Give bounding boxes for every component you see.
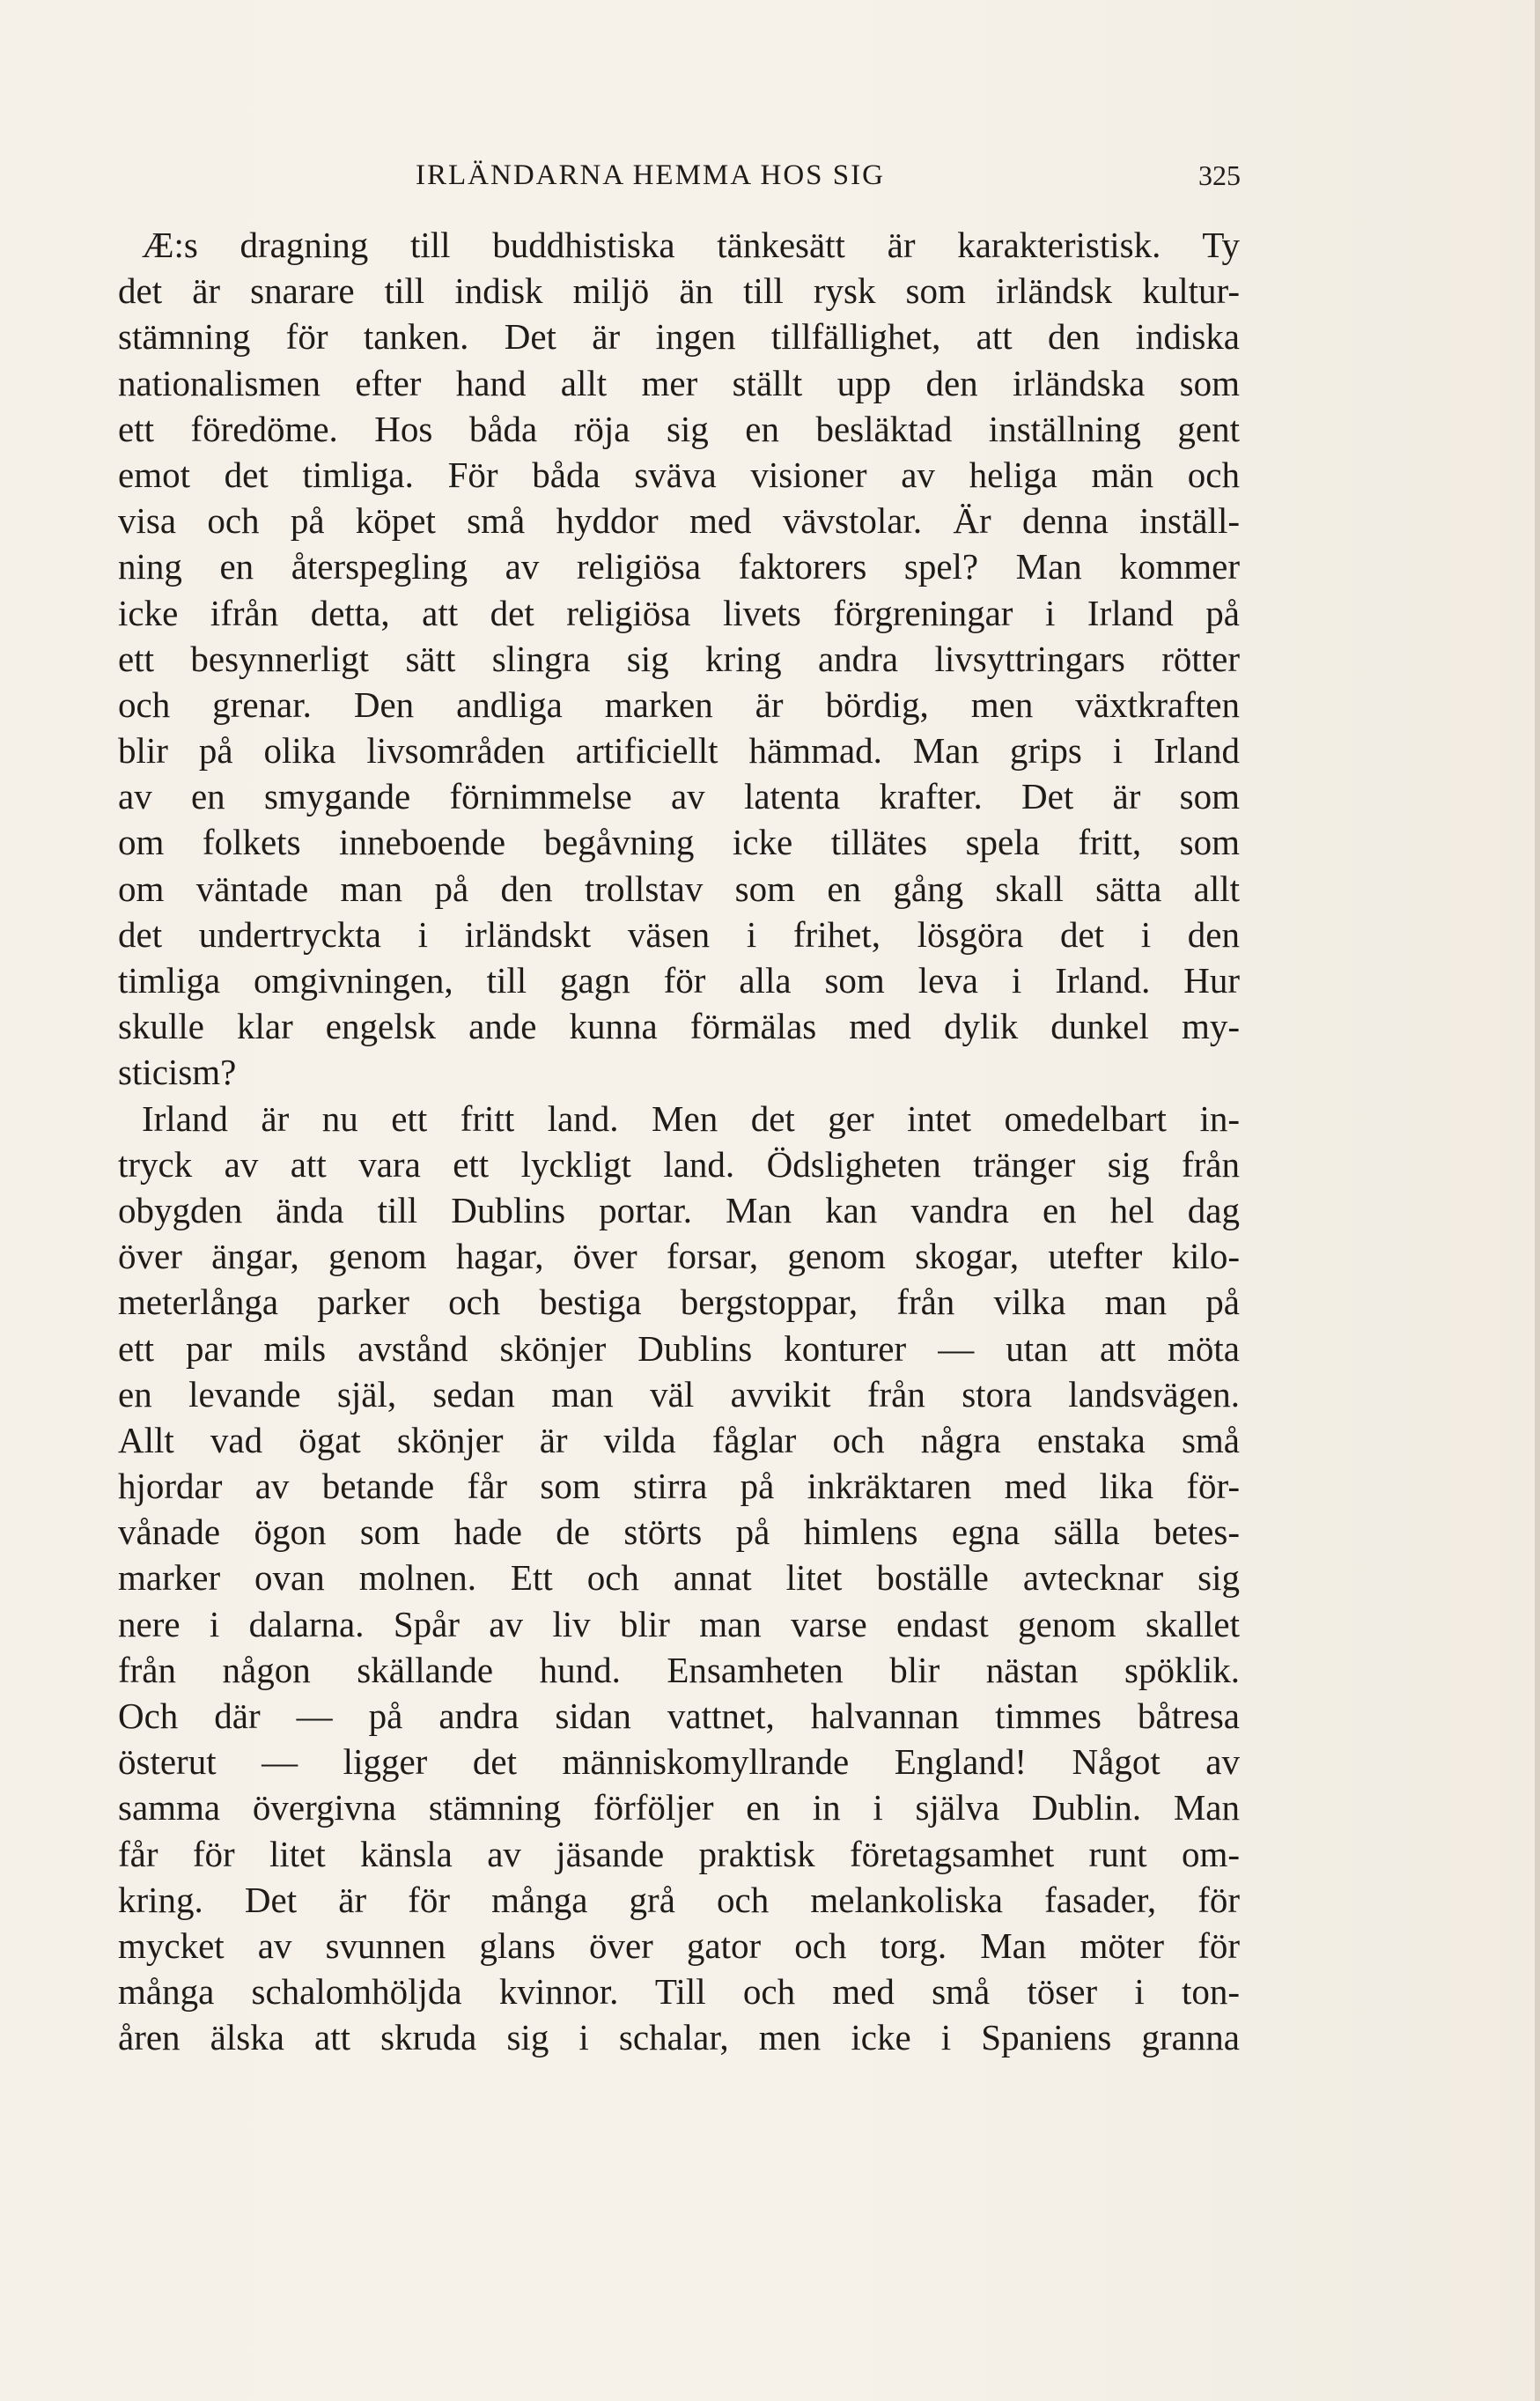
text-line: österut — ligger det människomyllrande England! Något av (118, 1741, 1240, 1783)
text-line: och grenar. Den andliga marken är bördig, men växtkraften (118, 683, 1240, 725)
text-line: meterlånga parker och bestiga bergstoppar, från vilka man på (118, 1282, 1240, 1323)
body-text (118, 222, 1240, 2061)
text-line: det undertryckta i irländskt väsen i frihet, lösgöra det i den (118, 913, 1240, 955)
text-line: ett besynnerligt sätt slingra sig kring andra livsyttringars rötter (118, 638, 1240, 679)
text-line: vånade ögon som hade de störts på himlens egna sälla betes- (118, 1511, 1240, 1553)
text-line: Irland är nu ett fritt land. Men det ger intet omedelbart in- (142, 1097, 1240, 1139)
page-header (0, 159, 1540, 203)
text-line: nere i dalarna. Spår av liv blir man varse endast genom skallet (118, 1603, 1240, 1644)
text-line: timliga omgivningen, till gagn för alla som leva i Irland. Hur (118, 960, 1240, 1001)
text-line: många schalomhöljda kvinnor. Till och med små töser i ton- (118, 1971, 1240, 2013)
text-line: icke ifrån detta, att det religiösa livets förgreningar i Irland på (118, 592, 1240, 633)
text-line: ning en återspegling av religiösa faktorers spel? Man kommer (118, 546, 1240, 587)
text-line: om folkets inneboende begåvning icke tillätes spela fritt, som (118, 822, 1240, 863)
text-line: kring. Det är för många grå och melankoliska fasader, för (118, 1879, 1240, 1920)
text-line: hjordar av betande får som stirra på inkräktaren med lika för- (118, 1466, 1240, 1507)
text-line: Allt vad ögat skönjer är vilda fåglar och några enstaka små (118, 1419, 1240, 1460)
text-line: om väntade man på den trollstav som en gång skall sätta allt (118, 868, 1240, 909)
text-line: skulle klar engelsk ande kunna förmälas med dylik dunkel my- (118, 1006, 1240, 1047)
text-line: Æ:s dragning till buddhistiska tänkesätt är karakteristisk. Ty (142, 225, 1240, 265)
text-line: över ängar, genom hagar, över forsar, genom skogar, utefter kilo- (118, 1236, 1240, 1277)
text-line: Och där — på andra sidan vattnet, halvannan timmes båtresa (118, 1695, 1240, 1736)
text-line: obygden ända till Dublins portar. Man kan vandra en hel dag (118, 1189, 1240, 1230)
text-line: marker ovan molnen. Ett och annat litet boställe avtecknar sig (118, 1557, 1240, 1599)
text-line: emot det timliga. För båda sväva visioner av heliga män och (118, 454, 1240, 495)
text-line: sticism? (118, 1052, 237, 1093)
text-line: visa och på köpet små hyddor med vävstolar. Är denna inställ- (118, 500, 1240, 542)
text-line: en levande själ, sedan man väl avvikit från stora landsvägen. (118, 1373, 1240, 1415)
text-line: tryck av att vara ett lyckligt land. Ödsligheten tränger sig från (118, 1143, 1240, 1185)
text-line: åren älska att skruda sig i schalar, men icke i Spaniens granna (118, 2017, 1240, 2058)
text-line: stämning för tanken. Det är ingen tillfällighet, att den indiska (118, 316, 1240, 358)
text-line: ett föredöme. Hos båda röja sig en besläktad inställning gent (118, 408, 1240, 449)
text-line: får för litet känsla av jäsande praktisk företagsamhet runt om- (118, 1833, 1240, 1874)
page-edge (1535, 0, 1540, 2401)
text-line: mycket av svunnen glans över gator och torg. Man möter för (118, 1924, 1240, 1966)
page-number: 325 (1198, 159, 1241, 191)
text-line: blir på olika livsområden artificiellt hämmad. Man grips i Irland (118, 730, 1240, 772)
running-title: IRLÄNDARNA HEMMA HOS SIG (416, 159, 885, 191)
text-line: av en smygande förnimmelse av latenta krafter. Det är som (118, 776, 1240, 817)
text-line: från någon skällande hund. Ensamheten blir nästan spöklik. (118, 1649, 1240, 1690)
text-line: samma övergivna stämning förföljer en in i själva Dublin. Man (118, 1787, 1240, 1828)
text-line: det är snarare till indisk miljö än till rysk som irländsk kultur- (118, 270, 1240, 312)
text-line: ett par mils avstånd skönjer Dublins konturer — utan att möta (118, 1327, 1240, 1369)
text-line: nationalismen efter hand allt mer ställt upp den irländska som (118, 362, 1240, 403)
